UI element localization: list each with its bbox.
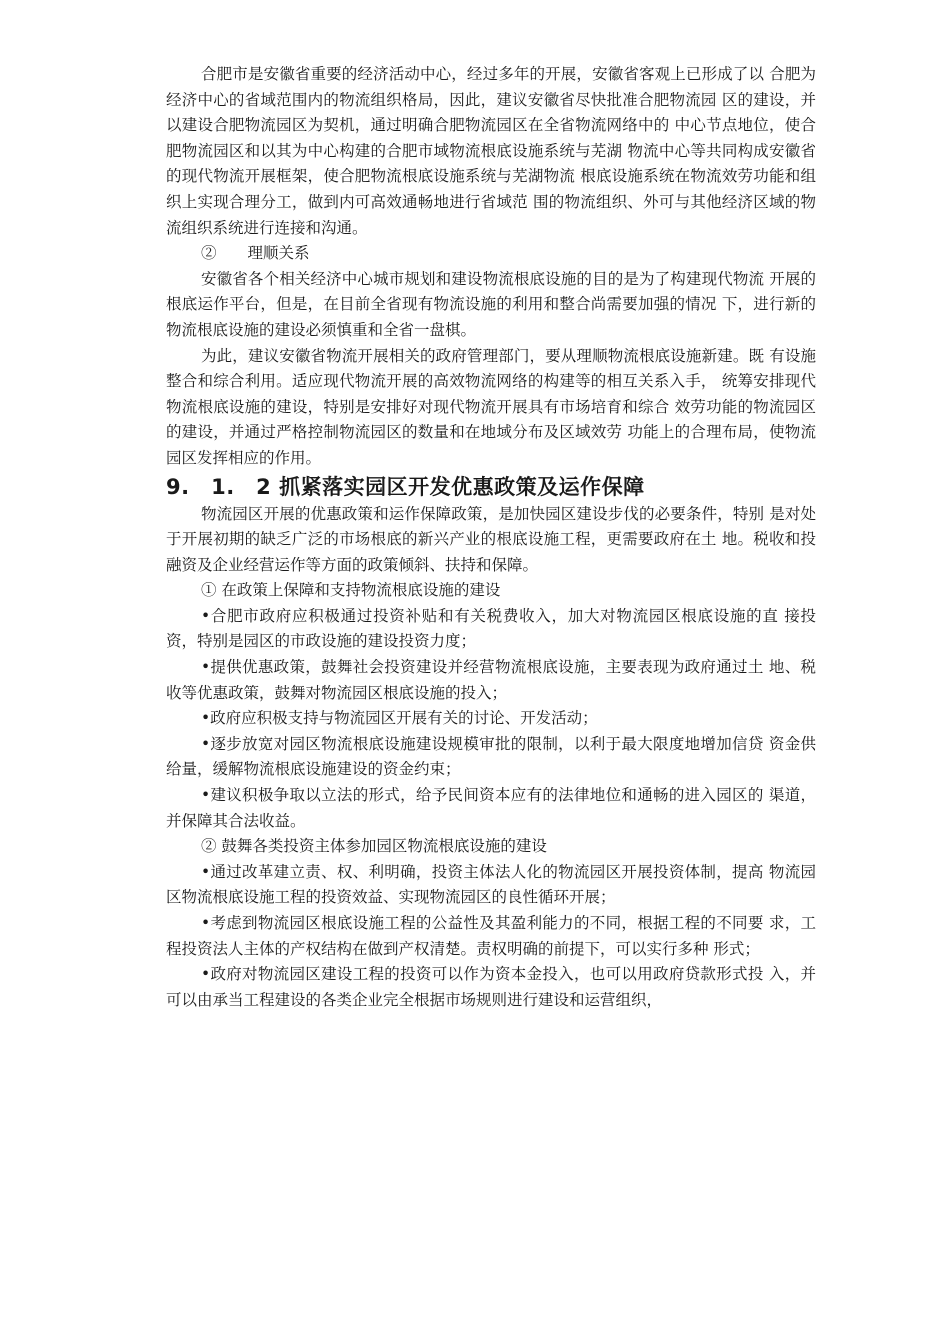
list-item: •考虑到物流园区根底设施工程的公益性及其盈利能力的不同，根据工程的不同要 求，工程投资法人主体的产权结构在做到产权清楚。责权明确的前提下，可以实行多种 形式； [166,914,816,958]
subheading-encourage-investors: ② 鼓舞各类投资主体参加园区物流根底设施的建设 [201,837,547,856]
list-item: •合肥市政府应积极通过投资补贴和有关税费收入，加大对物流园区根底设施的直 接投资，特别是园区的市政设施的建设投资力度； [166,606,816,651]
document-page [166,62,816,1013]
subheading-straighten-relations: ② 理顺关系 [201,244,310,263]
paragraph-preferential-policy: 物流园区开展的优惠政策和运作保障政策，是加快园区建设步伐的必要条件，特别 是对处于开展初期的缺乏广泛的市场根底的新兴产业的根底设施工程，更需要政府在土 地。税收和投融资及企业经营运作等方面的政策倾斜、扶持和保障。 [166,504,816,574]
paragraph-infrastructure-purpose: 安徽省各个相关经济中心城市规划和建设物流根底设施的目的是为了构建现代物流 开展的根底运作平台，但是，在目前全省现有物流设施的利用和整合尚需要加强的情况 下，进行新的物流根底设施的建设必须慎重和全省一盘棋。 [166,269,816,339]
subheading-policy-support: ① 在政策上保障和支持物流根底设施的建设 [201,581,501,600]
paragraph-hefei-center: 合肥市是安徽省重要的经济活动中心，经过多年的开展，安徽省客观上已形成了以 合肥为经济中心的省域范围内的物流组织格局，因此，建议安徽省尽快批准合肥物流园 区的建设，并以建设合肥物流园区为契机，通过明确合肥物流园区在全省物流网络中的 中心节点地位，使合肥物流园区和以其为中心构建的合肥市域物流根底设施系统与芜湖 物流中心等共同构成安徽省的现代物流开展框架，使合肥物流根底设施系统与芜湖物流 根底设施系统在物流效劳功能和组织上实现合理分工，做到内可高效通畅地进行省域范 围的物流组织、外可与其他经济区域的物流组织系统进行连接和沟通。 [166,65,816,237]
list-item: •提供优惠政策，鼓舞社会投资建设并经营物流根底设施，主要表现为政府通过土 地、税收等优惠政策，鼓舞对物流园区根底设施的投入； [166,658,816,702]
list-item: •政府应积极支持与物流园区开展有关的讨论、开发活动； [201,709,598,728]
list-item: •政府对物流园区建设工程的投资可以作为资本金投入，也可以用政府贷款形式投 入，并可以由承当工程建设的各类企业完全根据市场规则进行建设和运营组织， [166,965,816,1009]
section-heading: 9. 1. 2 抓紧落实园区开发优惠政策及运作保障 [166,474,645,499]
list-item: •建议积极争取以立法的形式，给予民间资本应有的法律地位和通畅的进入园区的 渠道，并保障其合法收益。 [166,786,816,830]
list-item: •通过改革建立责、权、利明确，投资主体法人化的物流园区开展投资体制，提高 物流园区物流根底设施工程的投资效益、实现物流园区的良性循环开展； [166,862,816,907]
paragraph-recommendation: 为此，建议安徽省物流开展相关的政府管理部门，要从理顺物流根底设施新建。既 有设施整合和综合利用。适应现代物流开展的高效物流网络的构建等的相互关系入手， 统筹安排现代物流根底设施的建设，特别是安排好对现代物流开展具有市场培育和综合 效劳功能的物流园区的建设，并通过严格控制物流园区的数量和在地域分布及区域效劳 功能上的合理布局，使物流园区发挥相应的作用。 [166,346,816,467]
list-item: •逐步放宽对园区物流根底设施建设规模审批的限制，以利于最大限度地增加信贷 资金供给量，缓解物流根底设施建设的资金约束； [166,734,816,779]
